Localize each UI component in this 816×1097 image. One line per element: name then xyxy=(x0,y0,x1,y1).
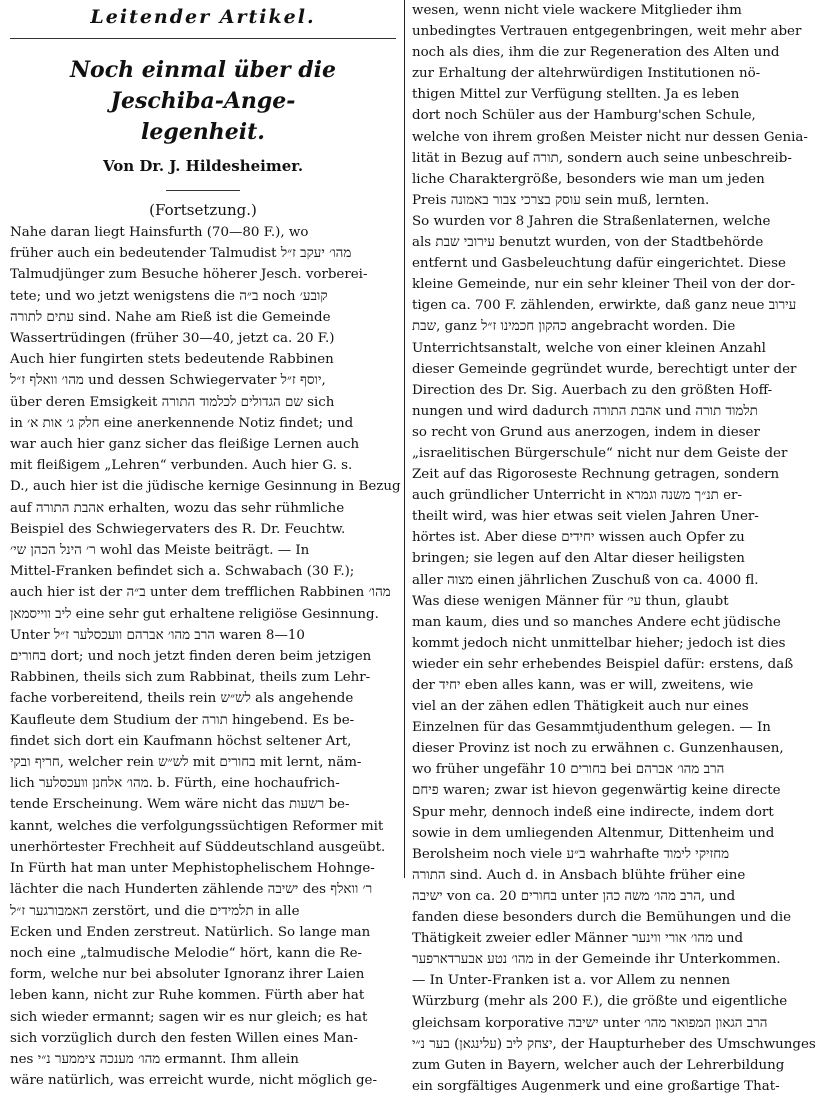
text-line: ר׳ הינל הכהן שי׳ wohl das Meiste beiträgt. — In xyxy=(10,543,310,559)
article-title xyxy=(10,55,396,148)
text-line: fanden diese besonders durch die Bemühungen und die xyxy=(412,910,792,926)
text-line: — In Unter-Franken ist a. vor Allem zu nennen xyxy=(412,973,731,989)
left-column-body xyxy=(10,222,401,1091)
text-line: Preis עוסק בצרכי צבור באמונה sein muß, lernten. xyxy=(412,192,710,208)
text-line: Unter הרב מהו׳ אברהם וועכסלער ז״ל waren 8—10 xyxy=(10,627,305,643)
text-line: lächter die nach Hunderten zählende ישיבה des ר׳ וואלף xyxy=(10,882,373,898)
text-line: so recht von Grund aus anerzogen, indem in dieser xyxy=(412,424,760,440)
text-line: התורה sind. Auch d. in Ansbach blühte früher eine xyxy=(412,867,746,883)
text-line: welche von ihrem großen Meister nicht nur dessen Genia- xyxy=(412,129,808,145)
text-line: Berolsheim noch viele ב״ע wahrhafte מחזיקי לימוד xyxy=(412,846,730,862)
text-line: Unterrichtsanstalt, welche von einer kleinen Anzahl xyxy=(412,340,766,356)
text-line: Beispiel des Schwiegervaters des R. Dr. Feuchtw. xyxy=(10,521,346,537)
text-line: dieser Gemeinde gegründet wurde, berechtigt unter der xyxy=(412,361,797,377)
text-line: Thätigkeit zweier edler Männer מהו׳ אורי ווינער und xyxy=(412,931,744,947)
text-line: noch eine „talmudische Melodie“ hört, kann die Re- xyxy=(10,945,363,961)
text-line: wo früher ungefähr 10 בחורים bei הרב מהו׳ אברהם xyxy=(412,762,725,778)
text-line: als עירובי שבת benutzt wurden, von der Stadtbehörde xyxy=(412,235,764,251)
text-line: zum Guten in Bayern, welcher auch der Lehrerbildung xyxy=(412,1057,785,1073)
text-line: auch gründlicher Unterricht in תנ״ך משנה וגמרא er- xyxy=(412,488,742,504)
article-byline: Von Dr. J. Hildesheimer. xyxy=(102,157,304,175)
text-line: mit fleißigem „Lehren“ verbunden. Auch hier G. s. xyxy=(10,458,353,474)
text-line: unbedingtes Vertrauen entgegenbringen, weit mehr aber xyxy=(412,24,802,40)
text-line: fache vorbereitend, theils rein לש״ש als angehende xyxy=(10,691,354,707)
text-line: leben kann, nicht zur Ruhe kommen. Fürth aber hat xyxy=(10,988,365,1004)
text-line: tende Erscheinung. Wem wäre nicht das רשעות be- xyxy=(10,797,350,813)
text-line: findet sich dort ein Kaufmann höchst seltener Art, xyxy=(10,733,352,749)
text-line: früher auch ein bedeutender Talmudist מהו׳ יעקב ז״ל xyxy=(10,246,352,262)
text-line: Spur mehr, dennoch indeß eine indirecte, indem dort xyxy=(412,804,774,820)
text-line: Nahe daran liegt Hainsfurth (70—80 F.), wo xyxy=(10,225,309,240)
text-line: מהו׳ וואלף ז״ל und dessen Schwiegervater יוסף ז״ל, xyxy=(10,373,326,389)
text-line: unerhörtester Frechheit auf Süddeutschland ausgeübt. xyxy=(10,839,386,855)
right-column-body xyxy=(412,0,816,1097)
right-column xyxy=(412,0,816,1094)
text-line: auch hier ist der ב״ה unter dem trefflichen Rabbinen מהו׳ xyxy=(10,585,391,601)
text-line: פיחם waren; zwar ist hievon gegenwärtig keine directe xyxy=(412,783,781,799)
text-line: der יחיד eben alles kann, was er will, zweitens, wie xyxy=(412,678,754,693)
text-line: יצחק ליב (עלינגאן) בער נ״י, der Haupturheber des Umschwunges xyxy=(412,1036,816,1052)
text-line: liche Charaktergröße, besonders wie man um jeden xyxy=(412,171,765,187)
text-line: sich wieder ermannt; sagen wir es nur gleich; es hat xyxy=(10,1009,368,1025)
continued-label: (Fortsetzung.) xyxy=(149,201,257,219)
text-line: gleichsam korporative ישיבה unter הרב הגאון המפואר מהו׳ xyxy=(412,1015,768,1031)
text-line: tete; und wo jetzt wenigstens die ב״ה noch קובע׳ xyxy=(10,288,328,304)
text-line: wieder ein sehr erhebendes Beispiel dafür: erstens, daß xyxy=(412,656,794,672)
text-line: noch als dies, ihm die zur Regeneration des Alten und xyxy=(412,45,780,61)
text-line: Wassertrüdingen (früher 30—40, jetzt ca. 20 F.) xyxy=(10,331,335,347)
text-line: sich vorzüglich durch den festen Willen eines Man- xyxy=(10,1030,358,1046)
text-line: war auch hier ganz sicher das fleißige Lernen auch xyxy=(10,437,360,453)
text-line: Auch hier fungirten stets bedeutende Rabbinen xyxy=(10,352,334,368)
text-line: Zeit auf das Rigoroseste Rechnung getragen, sondern xyxy=(412,467,780,483)
article-title-line: legenheit. xyxy=(141,119,265,145)
text-line: dieser Provinz ist noch zu erwähnen c. Gunzenhausen, xyxy=(412,741,784,757)
text-line: Was diese wenigen Männer für עי׳ thun, glaubt xyxy=(412,593,729,609)
text-line: hörtes ist. Aber diese יחידים wissen auch Opfer zu xyxy=(412,530,745,546)
article-title-line: Noch einmal über die Jeschiba-Ange- xyxy=(69,57,337,114)
text-line: thigen Mittel zur Verfügung stellten. Ja es leben xyxy=(412,87,740,103)
text-line: ein sorgfältiges Augenmerk und eine großartige That- xyxy=(412,1078,780,1094)
text-line: wesen, wenn nicht viele wackere Mitglieder ihm xyxy=(412,3,742,18)
left-column xyxy=(10,0,401,1089)
text-line: בחורים dort; und noch jetzt finden deren beim jetzigen xyxy=(10,649,372,665)
text-line: מהו׳ נטע אבערדארפער in der Gemeinde ihr Unterkommen. xyxy=(412,952,781,968)
text-line: kommt jedoch nicht unmittelbar hieher; jedoch ist dies xyxy=(412,635,786,651)
text-line: wäre natürlich, was erreicht wurde, nicht möglich ge- xyxy=(10,1073,377,1089)
text-line: Mittel-Franken befindet sich a. Schwabach (30 F.); xyxy=(10,564,355,580)
text-line: שבת, ganz כהקון חכמינו ז״ל angebracht worden. Die xyxy=(412,319,736,335)
text-line: lich מהו׳ אלחנן וועכסלער. b. Fürth, eine hochaufrich- xyxy=(10,776,340,792)
text-line: auf אהבת התורה erhalten, wozu das sehr rühmliche xyxy=(10,500,345,516)
text-line: חריף ובקי, welcher rein לש״ש mit בחורים mit lernt, näm- xyxy=(10,755,362,771)
text-line: ליב ווייסמאן eine sehr gut erhaltene religiöse Gesinnung. xyxy=(10,606,379,622)
text-line: dort noch Schüler aus der Hamburg'schen Schule, xyxy=(412,108,756,124)
text-line: lität in Bezug auf תורה, sondern auch seine unbeschreib- xyxy=(412,150,792,166)
text-line: bringen; sie legen auf den Altar dieser heiligsten xyxy=(412,551,745,567)
column-divider xyxy=(404,0,405,878)
text-line: Kaufleute dem Studium der תורה hingebend. Es be- xyxy=(10,712,355,728)
text-line: D., auch hier ist die jüdische kernige Gesinnung in Bezug xyxy=(10,479,401,495)
text-line: ישיבה von ca. 20 בחורים unter הרב מהו׳ משה כהן, und xyxy=(412,888,736,904)
text-line: zur Erhaltung der altehrwürdigen Institutionen nö- xyxy=(412,66,761,82)
text-line: האמבורגער ז״ל zerstört, und die תלמידים in alle xyxy=(10,903,300,919)
text-line: nungen und wird dadurch אהבת התורה und תלמוד תורה xyxy=(412,403,758,419)
text-line: über deren Emsigkeit שם הגדולים לכלמוד התורה sich xyxy=(10,394,335,410)
text-line: In Fürth hat man unter Mephistophelischem Hohnge- xyxy=(10,861,375,877)
text-line: theilt wird, was hier etwas seit vielen Jahren Uner- xyxy=(412,509,759,525)
text-line: Talmudjünger zum Besuche höherer Jesch. vorberei- xyxy=(10,267,368,283)
text-line: So wurden vor 8 Jahren die Straßenlaternen, welche xyxy=(412,213,771,229)
text-line: עתים לתורה sind. Nahe am Rieß ist die Gemeinde xyxy=(10,309,331,325)
text-line: tigen ca. 700 F. zählenden, erwirkte, daß ganz neue עירוב xyxy=(412,298,797,314)
text-line: sowie in dem umliegenden Altenmur, Dittenheim und xyxy=(412,825,775,841)
text-line: aller מצוה einen jährlichen Zuschuß von ca. 4000 fl. xyxy=(412,572,759,588)
section-heading-rule xyxy=(10,38,396,39)
text-line: man kaum, dies und so manches Andere echt jüdische xyxy=(412,614,781,630)
title-rule xyxy=(166,190,240,191)
text-line: kannt, welches die verfolgungssüchtigen Reformer mit xyxy=(10,818,384,834)
text-line: „israelitischen Bürgerschule“ nicht nur dem Geiste der xyxy=(412,445,788,461)
text-line: kleine Gemeinde, nur ein sehr kleiner Theil von der dor- xyxy=(412,277,795,293)
section-heading: Leitender Artikel. xyxy=(90,6,316,28)
text-line: Ecken und Enden zerstreut. Natürlich. So lange man xyxy=(10,924,371,940)
text-line: nes מהו׳ מענכה ציממער נ״י ermannt. Ihm allein xyxy=(10,1051,299,1067)
text-line: Rabbinen, theils sich zum Rabbinat, theils zum Lehr- xyxy=(10,670,371,686)
text-line: Einzelnen für das Gesammtjudenthum gelegen. — In xyxy=(412,720,771,736)
text-line: entfernt und Gasbeleuchtung dafür eingerichtet. Diese xyxy=(412,256,786,272)
text-line: viel an der zähen edlen Thätigkeit auch nur eines xyxy=(412,699,749,715)
text-line: in חלק ג׳ אות א׳ eine anerkennende Notiz findet; und xyxy=(10,415,354,431)
text-line: Würzburg (mehr als 200 F.), die größte und eigentliche xyxy=(412,994,788,1010)
text-line: Direction des Dr. Sig. Auerbach zu den größten Hoff- xyxy=(412,382,773,398)
text-line: form, welche nur bei absoluter Ignoranz ihrer Laien xyxy=(10,967,365,983)
